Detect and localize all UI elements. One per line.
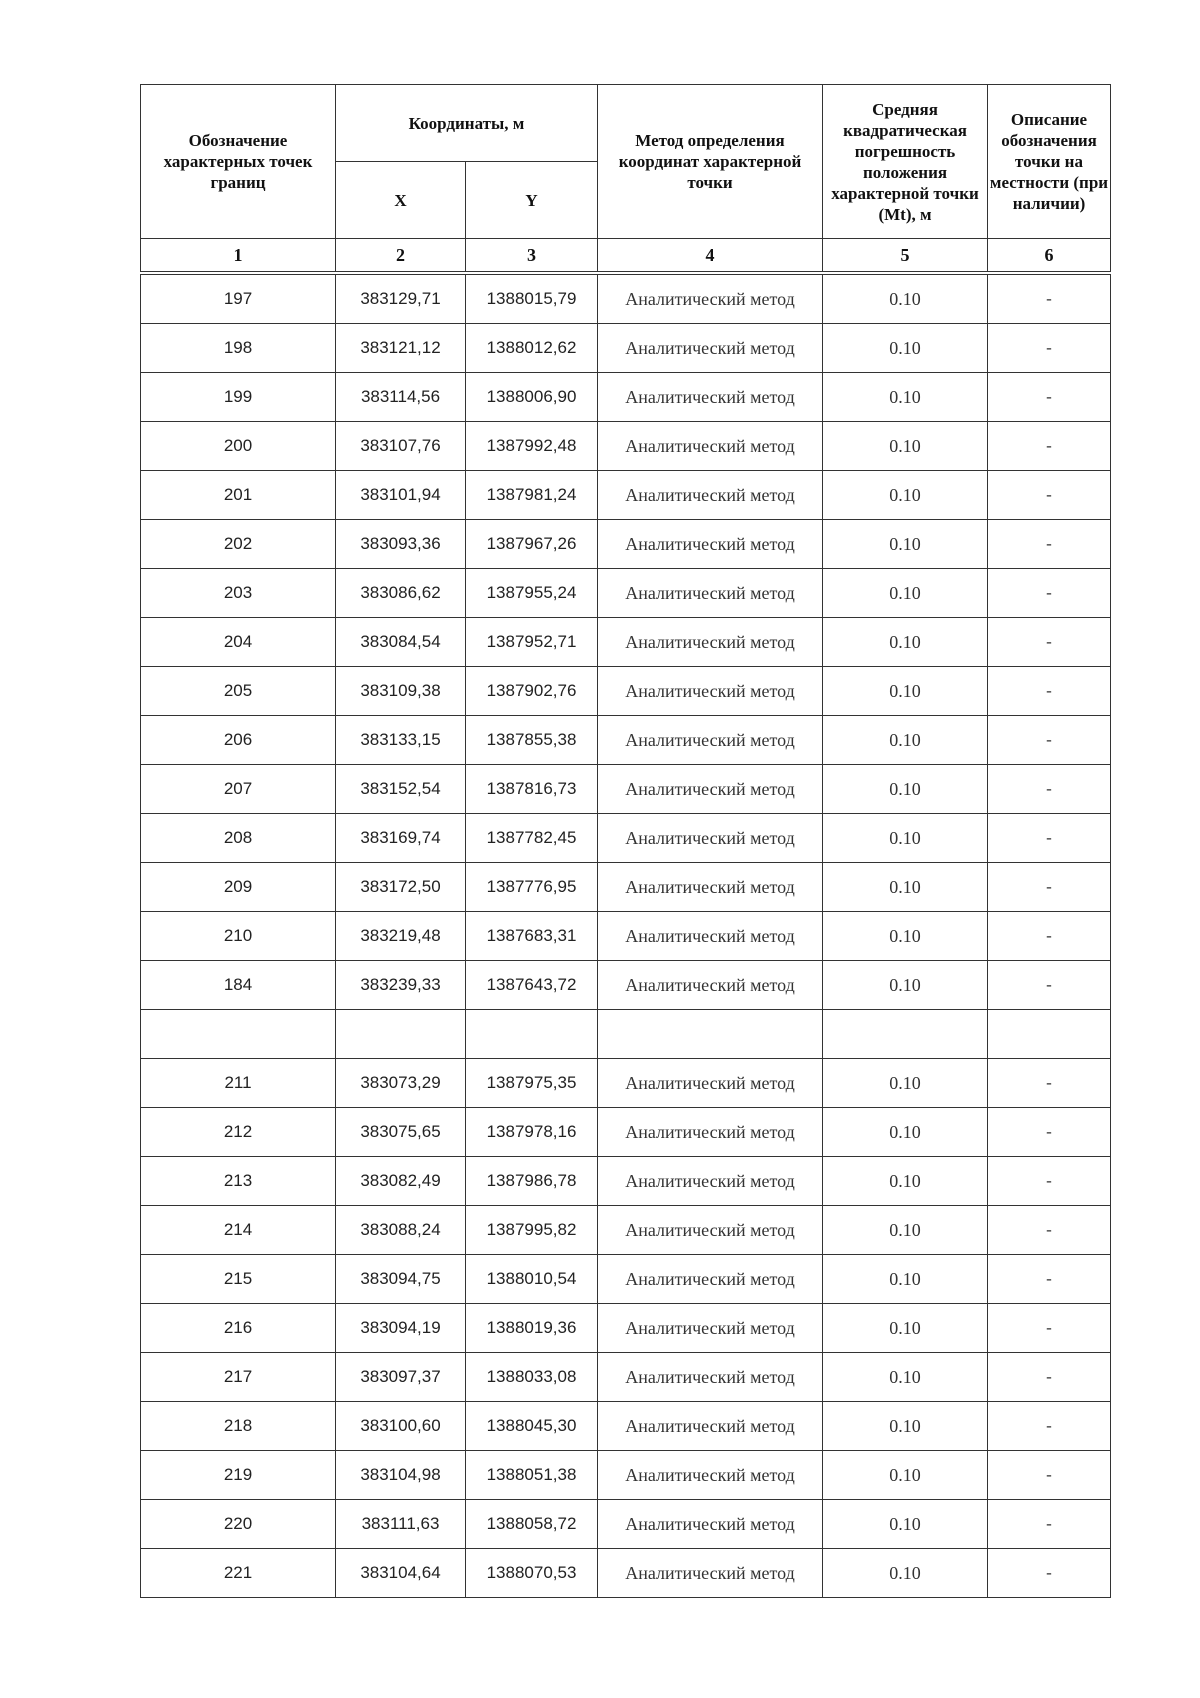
header-y: Y xyxy=(466,162,598,239)
description-cell: - xyxy=(988,716,1111,765)
table-row xyxy=(141,961,1111,1010)
method-cell: Аналитический метод xyxy=(598,912,823,961)
point-designation-cell: 209 xyxy=(141,863,336,912)
table-row xyxy=(141,324,1111,373)
description-cell: - xyxy=(988,1353,1111,1402)
error-value-cell: 0.10 xyxy=(823,1157,988,1206)
error-value-cell: 0.10 xyxy=(823,814,988,863)
y-coordinate-cell: 1388006,90 xyxy=(466,373,598,422)
table-row xyxy=(141,1108,1111,1157)
error-value-cell: 0.10 xyxy=(823,1108,988,1157)
method-cell: Аналитический метод xyxy=(598,1206,823,1255)
method-cell: Аналитический метод xyxy=(598,1157,823,1206)
table-row xyxy=(141,814,1111,863)
table-row xyxy=(141,1255,1111,1304)
point-designation-cell: 221 xyxy=(141,1549,336,1598)
error-value-cell: 0.10 xyxy=(823,373,988,422)
column-number: 1 xyxy=(141,239,336,274)
description-cell: - xyxy=(988,1255,1111,1304)
error-value-cell: 0.10 xyxy=(823,1451,988,1500)
table-body xyxy=(141,273,1111,1598)
method-cell: Аналитический метод xyxy=(598,1059,823,1108)
point-designation-cell: 204 xyxy=(141,618,336,667)
error-value-cell: 0.10 xyxy=(823,471,988,520)
point-designation-cell: 205 xyxy=(141,667,336,716)
point-designation-cell: 213 xyxy=(141,1157,336,1206)
y-coordinate-cell: 1388051,38 xyxy=(466,1451,598,1500)
y-coordinate-cell: 1387981,24 xyxy=(466,471,598,520)
error-value-cell: 0.10 xyxy=(823,569,988,618)
description-cell: - xyxy=(988,1059,1111,1108)
table-row xyxy=(141,569,1111,618)
error-value-cell: 0.10 xyxy=(823,667,988,716)
y-coordinate-cell: 1387992,48 xyxy=(466,422,598,471)
point-designation-cell: 217 xyxy=(141,1353,336,1402)
error-value-cell: 0.10 xyxy=(823,765,988,814)
description-cell xyxy=(988,1010,1111,1059)
x-coordinate-cell: 383172,50 xyxy=(336,863,466,912)
error-value-cell: 0.10 xyxy=(823,1353,988,1402)
header-point-designation: Обозначение характерных точек границ xyxy=(141,85,336,239)
column-number: 6 xyxy=(988,239,1111,274)
description-cell: - xyxy=(988,912,1111,961)
x-coordinate-cell: 383093,36 xyxy=(336,520,466,569)
method-cell: Аналитический метод xyxy=(598,422,823,471)
point-designation-cell: 218 xyxy=(141,1402,336,1451)
y-coordinate-cell: 1387995,82 xyxy=(466,1206,598,1255)
y-coordinate-cell: 1388015,79 xyxy=(466,273,598,324)
table-row xyxy=(141,912,1111,961)
x-coordinate-cell: 383100,60 xyxy=(336,1402,466,1451)
x-coordinate-cell: 383094,19 xyxy=(336,1304,466,1353)
column-number: 3 xyxy=(466,239,598,274)
y-coordinate-cell: 1388070,53 xyxy=(466,1549,598,1598)
error-value-cell: 0.10 xyxy=(823,324,988,373)
point-designation-cell: 197 xyxy=(141,273,336,324)
x-coordinate-cell: 383239,33 xyxy=(336,961,466,1010)
method-cell: Аналитический метод xyxy=(598,814,823,863)
point-designation-cell xyxy=(141,1010,336,1059)
table-row xyxy=(141,1059,1111,1108)
x-coordinate-cell: 383073,29 xyxy=(336,1059,466,1108)
table-row xyxy=(141,1353,1111,1402)
method-cell: Аналитический метод xyxy=(598,569,823,618)
method-cell: Аналитический метод xyxy=(598,1353,823,1402)
description-cell: - xyxy=(988,667,1111,716)
x-coordinate-cell: 383129,71 xyxy=(336,273,466,324)
error-value-cell: 0.10 xyxy=(823,520,988,569)
y-coordinate-cell: 1387643,72 xyxy=(466,961,598,1010)
method-cell: Аналитический метод xyxy=(598,618,823,667)
x-coordinate-cell: 383121,12 xyxy=(336,324,466,373)
x-coordinate-cell: 383088,24 xyxy=(336,1206,466,1255)
error-value-cell: 0.10 xyxy=(823,716,988,765)
error-value-cell: 0.10 xyxy=(823,618,988,667)
column-number: 4 xyxy=(598,239,823,274)
description-cell: - xyxy=(988,422,1111,471)
table-row xyxy=(141,1500,1111,1549)
point-designation-cell: 202 xyxy=(141,520,336,569)
error-value-cell: 0.10 xyxy=(823,961,988,1010)
method-cell: Аналитический метод xyxy=(598,1549,823,1598)
description-cell: - xyxy=(988,471,1111,520)
y-coordinate-cell: 1388010,54 xyxy=(466,1255,598,1304)
error-value-cell: 0.10 xyxy=(823,912,988,961)
description-cell: - xyxy=(988,618,1111,667)
point-designation-cell: 201 xyxy=(141,471,336,520)
table-row xyxy=(141,863,1111,912)
description-cell: - xyxy=(988,273,1111,324)
description-cell: - xyxy=(988,1451,1111,1500)
error-value-cell: 0.10 xyxy=(823,273,988,324)
method-cell: Аналитический метод xyxy=(598,373,823,422)
table-row xyxy=(141,1402,1111,1451)
method-cell: Аналитический метод xyxy=(598,1255,823,1304)
point-designation-cell: 184 xyxy=(141,961,336,1010)
point-designation-cell: 200 xyxy=(141,422,336,471)
method-cell xyxy=(598,1010,823,1059)
column-number: 5 xyxy=(823,239,988,274)
table-row xyxy=(141,1451,1111,1500)
point-designation-cell: 214 xyxy=(141,1206,336,1255)
method-cell: Аналитический метод xyxy=(598,667,823,716)
header-coordinates: Координаты, м xyxy=(336,85,598,162)
error-value-cell: 0.10 xyxy=(823,1549,988,1598)
table-row xyxy=(141,1304,1111,1353)
description-cell: - xyxy=(988,569,1111,618)
table-row xyxy=(141,667,1111,716)
description-cell: - xyxy=(988,1108,1111,1157)
point-designation-cell: 203 xyxy=(141,569,336,618)
point-designation-cell: 216 xyxy=(141,1304,336,1353)
table-row xyxy=(141,520,1111,569)
error-value-cell: 0.10 xyxy=(823,1500,988,1549)
error-value-cell: 0.10 xyxy=(823,1304,988,1353)
x-coordinate-cell: 383097,37 xyxy=(336,1353,466,1402)
table-row xyxy=(141,422,1111,471)
description-cell: - xyxy=(988,1304,1111,1353)
x-coordinate-cell: 383107,76 xyxy=(336,422,466,471)
x-coordinate-cell: 383104,98 xyxy=(336,1451,466,1500)
y-coordinate-cell: 1388012,62 xyxy=(466,324,598,373)
table-row xyxy=(141,1206,1111,1255)
table-row xyxy=(141,1010,1111,1059)
table-header xyxy=(141,85,1111,274)
method-cell: Аналитический метод xyxy=(598,716,823,765)
y-coordinate-cell: 1387967,26 xyxy=(466,520,598,569)
table-row xyxy=(141,1157,1111,1206)
method-cell: Аналитический метод xyxy=(598,1108,823,1157)
method-cell: Аналитический метод xyxy=(598,1402,823,1451)
header-method: Метод определения координат характерной точки xyxy=(598,85,823,239)
method-cell: Аналитический метод xyxy=(598,765,823,814)
description-cell: - xyxy=(988,1549,1111,1598)
method-cell: Аналитический метод xyxy=(598,1304,823,1353)
x-coordinate-cell: 383152,54 xyxy=(336,765,466,814)
description-cell: - xyxy=(988,373,1111,422)
y-coordinate-cell: 1388058,72 xyxy=(466,1500,598,1549)
y-coordinate-cell: 1387952,71 xyxy=(466,618,598,667)
x-coordinate-cell: 383086,62 xyxy=(336,569,466,618)
error-value-cell: 0.10 xyxy=(823,1255,988,1304)
x-coordinate-cell: 383169,74 xyxy=(336,814,466,863)
error-value-cell: 0.10 xyxy=(823,1402,988,1451)
method-cell: Аналитический метод xyxy=(598,273,823,324)
point-designation-cell: 207 xyxy=(141,765,336,814)
table-row xyxy=(141,618,1111,667)
y-coordinate-cell: 1388045,30 xyxy=(466,1402,598,1451)
x-coordinate-cell: 383075,65 xyxy=(336,1108,466,1157)
description-cell: - xyxy=(988,814,1111,863)
method-cell: Аналитический метод xyxy=(598,520,823,569)
point-designation-cell: 198 xyxy=(141,324,336,373)
point-designation-cell: 212 xyxy=(141,1108,336,1157)
table-row xyxy=(141,1549,1111,1598)
x-coordinate-cell: 383109,38 xyxy=(336,667,466,716)
y-coordinate-cell: 1387782,45 xyxy=(466,814,598,863)
point-designation-cell: 199 xyxy=(141,373,336,422)
method-cell: Аналитический метод xyxy=(598,863,823,912)
y-coordinate-cell: 1387975,35 xyxy=(466,1059,598,1108)
point-designation-cell: 215 xyxy=(141,1255,336,1304)
description-cell: - xyxy=(988,961,1111,1010)
table-row xyxy=(141,273,1111,324)
description-cell: - xyxy=(988,520,1111,569)
table-row xyxy=(141,373,1111,422)
point-designation-cell: 211 xyxy=(141,1059,336,1108)
description-cell: - xyxy=(988,1157,1111,1206)
x-coordinate-cell: 383133,15 xyxy=(336,716,466,765)
y-coordinate-cell: 1388019,36 xyxy=(466,1304,598,1353)
x-coordinate-cell: 383104,64 xyxy=(336,1549,466,1598)
point-designation-cell: 220 xyxy=(141,1500,336,1549)
x-coordinate-cell xyxy=(336,1010,466,1059)
column-number: 2 xyxy=(336,239,466,274)
error-value-cell xyxy=(823,1010,988,1059)
x-coordinate-cell: 383101,94 xyxy=(336,471,466,520)
y-coordinate-cell: 1387955,24 xyxy=(466,569,598,618)
error-value-cell: 0.10 xyxy=(823,422,988,471)
header-x: X xyxy=(336,162,466,239)
y-coordinate-cell: 1387683,31 xyxy=(466,912,598,961)
x-coordinate-cell: 383094,75 xyxy=(336,1255,466,1304)
x-coordinate-cell: 383082,49 xyxy=(336,1157,466,1206)
table-row xyxy=(141,471,1111,520)
description-cell: - xyxy=(988,324,1111,373)
point-designation-cell: 206 xyxy=(141,716,336,765)
error-value-cell: 0.10 xyxy=(823,863,988,912)
y-coordinate-cell: 1387816,73 xyxy=(466,765,598,814)
method-cell: Аналитический метод xyxy=(598,1500,823,1549)
error-value-cell: 0.10 xyxy=(823,1059,988,1108)
point-designation-cell: 208 xyxy=(141,814,336,863)
y-coordinate-cell: 1387855,38 xyxy=(466,716,598,765)
y-coordinate-cell: 1387776,95 xyxy=(466,863,598,912)
method-cell: Аналитический метод xyxy=(598,1451,823,1500)
x-coordinate-cell: 383114,56 xyxy=(336,373,466,422)
point-designation-cell: 210 xyxy=(141,912,336,961)
y-coordinate-cell xyxy=(466,1010,598,1059)
y-coordinate-cell: 1388033,08 xyxy=(466,1353,598,1402)
description-cell: - xyxy=(988,863,1111,912)
error-value-cell: 0.10 xyxy=(823,1206,988,1255)
y-coordinate-cell: 1387978,16 xyxy=(466,1108,598,1157)
y-coordinate-cell: 1387902,76 xyxy=(466,667,598,716)
description-cell: - xyxy=(988,1500,1111,1549)
x-coordinate-cell: 383219,48 xyxy=(336,912,466,961)
header-error: Средняя квадратическая погрешность положения характерной точки (Mt), м xyxy=(823,85,988,239)
description-cell: - xyxy=(988,1402,1111,1451)
coordinates-table xyxy=(140,84,1111,1598)
x-coordinate-cell: 383111,63 xyxy=(336,1500,466,1549)
description-cell: - xyxy=(988,1206,1111,1255)
table-row xyxy=(141,716,1111,765)
point-designation-cell: 219 xyxy=(141,1451,336,1500)
description-cell: - xyxy=(988,765,1111,814)
method-cell: Аналитический метод xyxy=(598,471,823,520)
x-coordinate-cell: 383084,54 xyxy=(336,618,466,667)
y-coordinate-cell: 1387986,78 xyxy=(466,1157,598,1206)
method-cell: Аналитический метод xyxy=(598,324,823,373)
table-row xyxy=(141,765,1111,814)
method-cell: Аналитический метод xyxy=(598,961,823,1010)
header-description: Описание обозначения точки на местности (при наличии) xyxy=(988,85,1111,239)
